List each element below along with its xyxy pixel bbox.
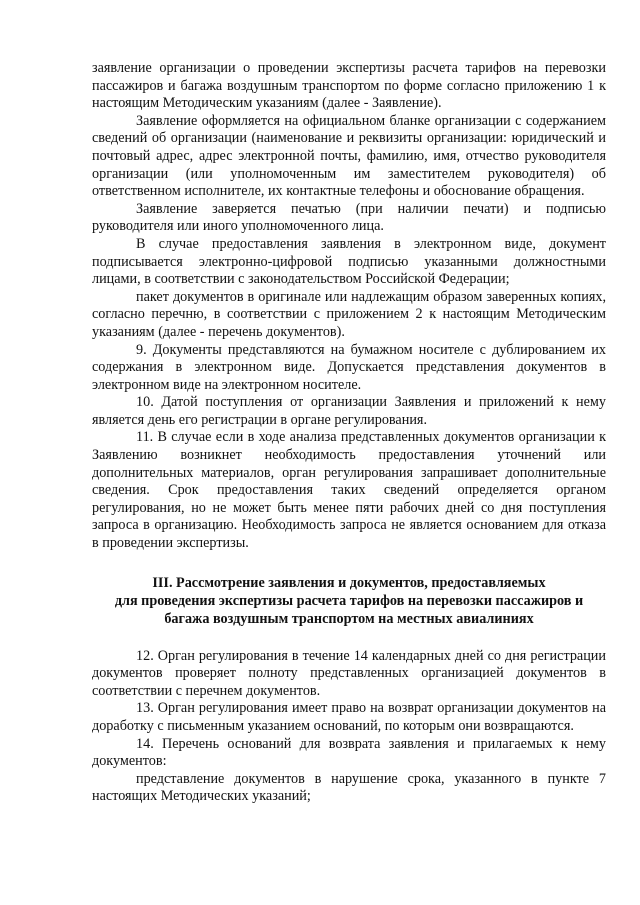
section-heading-line: для проведения экспертизы расчета тарифов на перевозки пассажиров и xyxy=(114,592,584,609)
section-heading-line: III. Рассмотрение заявления и документов, предоставляемых xyxy=(152,574,546,591)
paragraph-application-seal: Заявление заверяется печатью (при наличии печати) и подписью руководителя или иного уполномоченного лица. xyxy=(92,200,606,235)
paragraph-application-form: Заявление оформляется на официальном бланке организации с содержанием сведений об организации (наименование и реквизиты организации: юридический и почтовый адрес, адрес электронной почты, фамилию, имя, отчество руководителя организации (или уполномоченным им заместителем руководителя) об ответственном исполнителе, их контактные телефоны и обоснование обращения. xyxy=(92,112,606,200)
paragraph-electronic-signature: В случае предоставления заявления в электронном виде, документ подписывается электронно-цифровой подписью указанными должностными лицами, в соответствии с законодательством Российской Федерации; xyxy=(92,235,606,288)
paragraph-return-ground: представление документов в нарушение срока, указанного в пункте 7 настоящих Методических указаний; xyxy=(92,770,606,805)
paragraph-item-11: 11. В случае если в ходе анализа представленных документов организации к Заявлению возникнет необходимость предоставления уточнений или дополнительных материалов, орган регулирования запрашивает дополнительные сведения. Срок предоставления таких сведений определяется органом регулирования, но не может быть менее пяти рабочих дней со дня поступления запроса в организацию. Необходимость запроса не является основанием для отказа в проведении экспертизы. xyxy=(92,429,606,552)
section-heading xyxy=(92,574,606,628)
paragraph-application-statement: заявление организации о проведении экспертизы расчета тарифов на перевозки пассажиров и багажа воздушным транспортом по форме согласно приложению 1 к настоящим Методическим указаниям (далее - Заявление). xyxy=(92,60,606,112)
paragraph-item-14: 14. Перечень оснований для возврата заявления и прилагаемых к нему документов: xyxy=(92,735,606,770)
paragraph-document-package: пакет документов в оригинале или надлежащим образом заверенных копиях, согласно перечню, в соответствии с приложением 2 к настоящим Методическим указаниям (далее - перечень документов). xyxy=(92,288,606,340)
paragraph-item-13: 13. Орган регулирования имеет право на возврат организации документов на доработку с письменным указанием оснований, по которым они возвращаются. xyxy=(92,700,606,734)
paragraph-item-12: 12. Орган регулирования в течение 14 календарных дней со дня регистрации документов проверяет полноту представленных организацией документов в соответствии с перечнем документов. xyxy=(92,647,606,699)
paragraph-item-10: 10. Датой поступления от организации Заявления и приложений к нему является день его регистрации в органе регулирования. xyxy=(92,394,606,428)
section-heading-line: багажа воздушным транспортом на местных авиалиниях xyxy=(164,610,534,627)
paragraph-item-9: 9. Документы представляются на бумажном носителе с дублированием их содержания в электронном виде. Допускается представления документов в электронном виде на электронном носителе. xyxy=(92,341,606,393)
document-page xyxy=(92,60,606,806)
